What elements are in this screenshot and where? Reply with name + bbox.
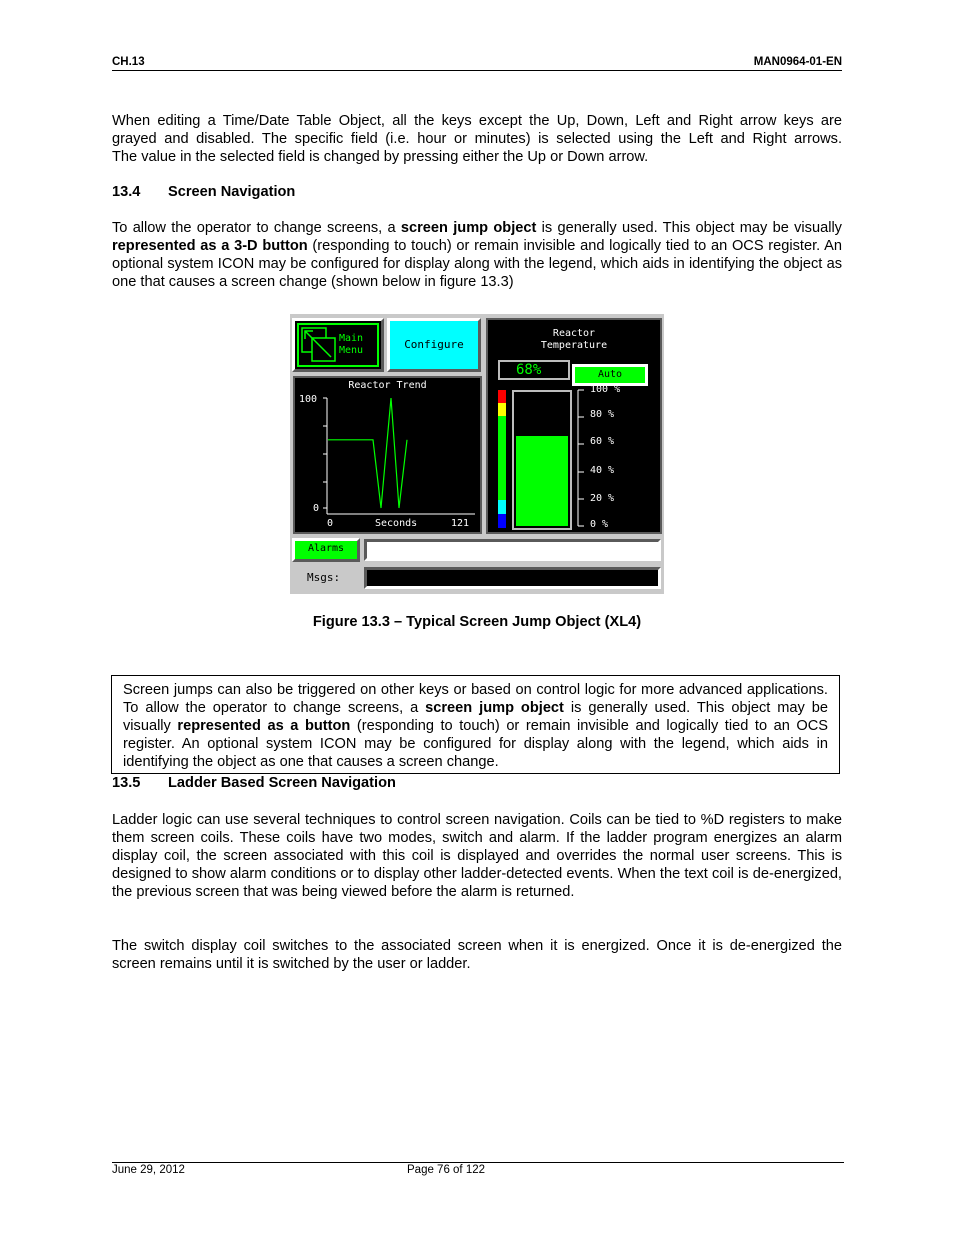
trend-y-max: 100 — [299, 394, 318, 405]
scale-label: 20 % — [590, 493, 615, 504]
reactor-trend-panel — [293, 376, 482, 534]
msgs-label: Msgs: — [307, 571, 341, 584]
section-heading-13-5 — [112, 775, 396, 791]
text-run: (responding to touch) or remain invisible and logically tied to an OCS register. An optional system ICON may be configured for display along with the legend, which aids in identifying the object as one that causes a screen change (shown below in figure 13.3) — [112, 238, 842, 291]
level-scale-ticks — [574, 386, 588, 530]
hmi-screen-figure — [290, 314, 664, 594]
header-document-id: MAN0964-01-EN — [753, 56, 842, 68]
bold-term: represented as a button — [177, 718, 351, 735]
note-box — [111, 675, 840, 774]
figure-caption: Figure 13.3 – Typical Screen Jump Object (XL4) — [312, 614, 642, 630]
section-title: Screen Navigation — [168, 184, 296, 200]
reactor-temperature-title-line: Temperature — [540, 340, 608, 351]
alarms-label: Alarms — [307, 543, 345, 554]
section-number: 13.4 — [112, 184, 141, 200]
color-scale-bar — [498, 390, 506, 528]
text-run: is generally used. This object may be visually — [123, 700, 828, 735]
screen-jump-icon — [301, 327, 337, 363]
text-run: To allow the operator to change screens, a — [112, 220, 401, 236]
section-heading-13-4 — [112, 184, 295, 200]
text-run: (responding to touch) or remain invisible and logically tied to an OCS register. An optional system ICON may be configured for display along with the legend, which aids in identifying the object as one that causes a screen change. — [123, 718, 829, 771]
reactor-temperature-title-line: Reactor — [552, 328, 596, 339]
intro-paragraph — [112, 112, 842, 166]
scale-label: 40 % — [590, 465, 615, 476]
level-bar — [512, 390, 572, 530]
section-title: Ladder Based Screen Navigation — [168, 775, 396, 791]
trend-series-line — [328, 398, 407, 508]
main-menu-label-line: Menu — [339, 345, 364, 356]
main-menu-button[interactable] — [292, 318, 384, 372]
ladder-paragraph: Ladder logic can use several techniques to control screen navigation. Coils can be tied to %D registers to make them screen coils. These coils have two modes, switch and alarm. If the ladder program energizes an alarm display coil, the screen associated with this coil is displayed and overrides the normal user screens. This is designed to show alarm conditions or to display other ladder-detected events. When the text coil is de-energized, the previous screen that was being viewed before the alarm is returned. — [112, 812, 842, 901]
trend-y-min: 0 — [313, 503, 320, 514]
text-run: Screen jumps can also be triggered on other keys or based on control logic for more advanced applications. To allow the operator to change screens, a — [123, 682, 828, 717]
scale-label: 0 % — [590, 519, 609, 530]
navigation-paragraph — [112, 219, 842, 291]
scale-label: 100 % — [590, 384, 621, 395]
alarms-button[interactable] — [292, 538, 360, 562]
bold-term: screen jump object — [400, 220, 537, 236]
temperature-value: 68% — [516, 362, 542, 378]
trend-x-min: 0 — [327, 518, 334, 529]
intro-line: The value in the selected field is changed by pressing either the Up or Down arrow. — [112, 149, 649, 166]
intro-line: When editing a Time/Date Table Object, all the keys except the Up, Down, Left and Right arrow keys are — [112, 113, 842, 129]
footer-page-number: Page 76 of 122 — [407, 1164, 486, 1176]
temperature-readout — [498, 360, 570, 380]
main-menu-label-line: Main — [339, 333, 364, 344]
configure-button[interactable] — [387, 318, 481, 372]
level-bar-fill — [516, 436, 568, 526]
trend-title: Reactor Trend — [348, 380, 427, 391]
trend-plot — [295, 378, 480, 532]
main-menu-label — [339, 333, 363, 357]
scale-label: 80 % — [590, 409, 615, 420]
footer-rule — [112, 1162, 844, 1163]
trend-x-label: Seconds — [375, 518, 418, 529]
alarm-message-field — [364, 539, 661, 561]
scale-label: 60 % — [590, 436, 615, 447]
reactor-temperature-panel — [486, 318, 662, 534]
header-rule — [112, 70, 842, 71]
bold-term: represented as a 3-D button — [112, 238, 308, 255]
footer-date: June 29, 2012 — [112, 1164, 185, 1176]
trend-x-max: 121 — [451, 518, 470, 529]
header-chapter: CH.13 — [112, 56, 145, 68]
intro-line: grayed and disabled. The specific field (i.e. hour or minutes) is selected using the Left and Right arrows. — [112, 131, 842, 148]
configure-label: Configure — [404, 338, 464, 351]
messages-field — [364, 567, 661, 589]
switch-paragraph: The switch display coil switches to the associated screen when it is energized. Once it is de-energized the screen remains until it is switched by the user or ladder. — [112, 938, 842, 973]
section-number: 13.5 — [112, 775, 141, 791]
bold-term: screen jump object — [425, 700, 564, 717]
text-run: is generally used. This object may be visually — [536, 220, 842, 236]
auto-button[interactable] — [572, 364, 648, 386]
auto-label: Auto — [575, 367, 645, 383]
